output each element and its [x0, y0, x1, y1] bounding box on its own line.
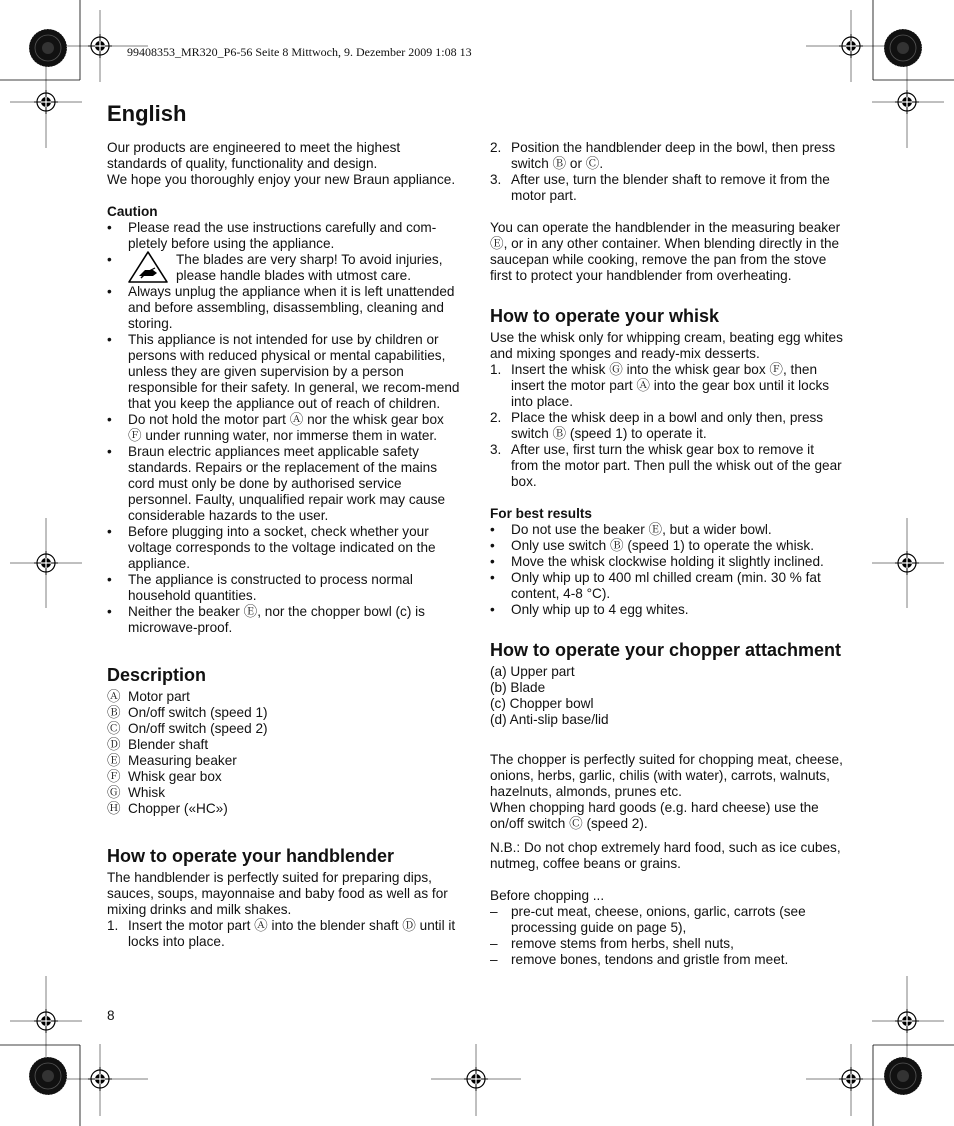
best-results-list [490, 522, 844, 618]
whisk-heading: How to operate your whisk [490, 306, 720, 326]
whisk-intro: Use the whisk only for whipping cream, beating egg whites and mixing sponges and ready-mix desserts. [490, 330, 843, 361]
before-chopping-item: – remove stems from herbs, shell nuts, [490, 936, 734, 951]
intro-line-2: We hope you thoroughly enjoy your new Braun appliance. [107, 172, 456, 187]
chopper-part: (c) Chopper bowl [490, 696, 594, 711]
description-list [107, 689, 461, 817]
chopper-parts [490, 664, 844, 728]
caution-item: • This appliance is not intended for use by children or persons with reduced physical or mental capabilities, unless they are given supervision by a person responsible for their safety. In general, we recom-mend that you keep the appliance out of reach of children. [107, 332, 460, 411]
description-item: Ⓓ Blender shaft [107, 737, 209, 752]
description-heading: Description [107, 665, 207, 685]
before-chopping-item: – pre-cut meat, cheese, onions, garlic, carrots (see processing guide on page 5), [490, 904, 806, 935]
caution-item: • Please read the use instructions carefully and com-pletely before using the appliance. [107, 220, 437, 251]
caution-item: • Before plugging into a socket, check whether your voltage corresponds to the voltage indicated on the appliance. [107, 524, 436, 571]
caution-item: • Always unplug the appliance when it is left unattended and before assembling, disassembling, cleaning and storing. [107, 284, 455, 331]
caution-item-blades: • The blades are very sharp! To avoid injuries, please handle blades with utmost care. [107, 252, 443, 283]
chopper-part: (d) Anti-slip base/lid [490, 712, 609, 727]
page-title: English [107, 101, 187, 126]
best-results-item: • Only whip up to 400 ml chilled cream (min. 30 % fat content, 4-8 °C). [490, 570, 821, 601]
chopper-part: (a) Upper part [490, 664, 575, 679]
before-chopping-list [490, 904, 844, 968]
description-item: Ⓖ Whisk [107, 785, 166, 800]
description-item: Ⓒ On/off switch (speed 2) [107, 721, 268, 736]
description-item: Ⓔ Measuring beaker [107, 753, 237, 768]
handblender-steps [107, 918, 461, 950]
caution-item: • Braun electric appliances meet applicable safety standards. Repairs or the replacement of the mains cord must only be done by authorised service personnel. Faulty, unqualified repair work may cause considerable hazards to the user. [107, 444, 446, 523]
description-item: Ⓑ On/off switch (speed 1) [107, 705, 268, 720]
left-column [107, 140, 461, 950]
description-item: Ⓕ Whisk gear box [107, 769, 222, 784]
whisk-steps [490, 362, 844, 490]
best-results-item: • Move the whisk clockwise holding it slightly inclined. [490, 554, 824, 569]
chopper-part: (b) Blade [490, 680, 546, 695]
best-results-item: • Only whip up to 4 egg whites. [490, 602, 689, 617]
caution-item: • Do not hold the motor part Ⓐ nor the whisk gear box Ⓕ under running water, nor immerse them in water. [107, 412, 444, 443]
best-results-heading: For best results [490, 506, 592, 521]
handblender-step: 2. Position the handblender deep in the bowl, then press switch Ⓑ or Ⓒ. [490, 140, 836, 171]
caution-item: • Neither the beaker Ⓔ, nor the chopper bowl (c) is microwave-proof. [107, 604, 425, 635]
caution-list [107, 220, 461, 636]
caution-item: • The appliance is constructed to process normal household quantities. [107, 572, 413, 603]
print-header-line: 99408353_MR320_P6-56 Seite 8 Mittwoch, 9. Dezember 2009 1:08 13 [127, 45, 472, 59]
handblender-note: You can operate the handblender in the measuring beaker Ⓔ, or in any other container. When blending directly in the saucepan while cooking, remove the pan from the stove first to protect your handblender from overheating. [490, 220, 841, 283]
handblender-steps-continued [490, 140, 844, 204]
handblender-heading: How to operate your handblender [107, 846, 395, 866]
description-item: Ⓗ Chopper («HC») [107, 801, 228, 816]
chopper-paragraph-2: When chopping hard goods (e.g. hard cheese) use the on/off switch Ⓒ (speed 2). [490, 800, 819, 831]
before-chopping-label: Before chopping ... [490, 888, 605, 903]
whisk-step: 3. After use, first turn the whisk gear box to remove it from the motor part. Then pull the whisk out of the gear box. [490, 442, 842, 489]
intro-line-1: Our products are engineered to meet the highest standards of quality, functionality and design. [107, 140, 401, 171]
best-results-item: • Only use switch Ⓑ (speed 1) to operate the whisk. [490, 538, 814, 553]
handblender-intro: The handblender is perfectly suited for preparing dips, sauces, soups, mayonnaise and baby food as well as for mixing drinks and milk shakes. [107, 870, 448, 917]
before-chopping-item: – remove bones, tendons and gristle from meet. [490, 952, 789, 967]
whisk-step: 2. Place the whisk deep in a bowl and only then, press switch Ⓑ (speed 1) to operate it. [490, 410, 824, 441]
whisk-step: 1. Insert the whisk Ⓖ into the whisk gear box Ⓕ, then insert the motor part Ⓐ into the gear box until it locks into place. [490, 362, 830, 409]
page-number: 8 [107, 1008, 115, 1023]
handblender-step: 3. After use, turn the blender shaft to remove it from the motor part. [490, 172, 830, 203]
chopper-nb: N.B.: Do not chop extremely hard food, such as ice cubes, nutmeg, coffee beans or grains. [490, 840, 841, 871]
handblender-step: 1. Insert the motor part Ⓐ into the blender shaft Ⓓ until it locks into place. [107, 918, 456, 949]
right-column [490, 140, 844, 968]
description-item: Ⓐ Motor part [107, 689, 190, 704]
chopper-paragraph-1: The chopper is perfectly suited for chopping meat, cheese, onions, herbs, garlic, chilis (with water), carrots, walnuts, hazelnuts, almonds, prunes etc. [490, 752, 843, 799]
warning-hand-icon [127, 250, 169, 284]
best-results-item: • Do not use the beaker Ⓔ, but a wider bowl. [490, 522, 772, 537]
caution-heading: Caution [107, 204, 158, 219]
chopper-heading: How to operate your chopper attachment [490, 640, 842, 660]
